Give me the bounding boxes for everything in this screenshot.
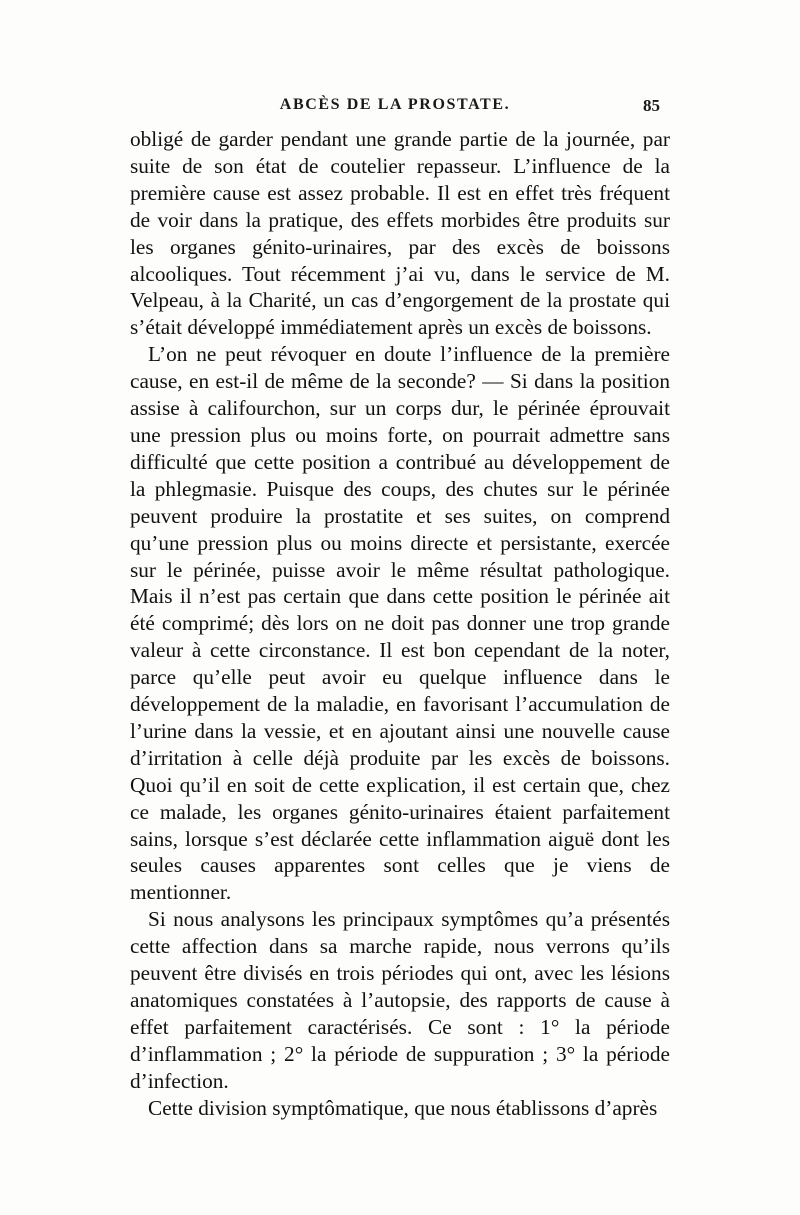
running-title: ABCÈS DE LA PROSTATE. — [279, 96, 511, 113]
paragraph-4: Cette division symptômatique, que nous établissons d’après — [148, 1095, 658, 1120]
paragraph-1: obligé de garder pendant une grande partie de la journée, par suite de son état de coutelier repasseur. L’influence de la première cause est assez probable. Il est en effet très fréquent de voir dans la pratique, des effets morbides être produits sur les organes génito-urinaires, par des excès de boissons alcooliques. Tout récemment j’ai vu, dans le service de M. Velpeau, à la Charité, un cas d’engorgement de la prostate qui s’était développé immédiatement après un excès de boissons. — [130, 127, 670, 340]
page-number: 85 — [643, 96, 660, 115]
page-header — [130, 96, 660, 120]
paragraph-3: Si nous analysons les principaux symptômes qu’a présentés cette affection dans sa marche rapide, nous verrons qu’ils peuvent être divisés en trois périodes qui ont, avec les lésions anatomiques constatées à l’autopsie, des rapports de cause à effet parfaitement caractérisés. Ce sont : 1° la période d’inflammation ; 2° la période de suppuration ; 3° la période d’infection. — [130, 907, 670, 1093]
body-text — [130, 126, 670, 1122]
paragraph-2: L’on ne peut révoquer en doute l’influence de la première cause, en est-il de même de la seconde? — Si dans la position assise à califourchon, sur un corps dur, le périnée éprouvait une pression plus ou moins forte, on pourrait admettre sans difficulté que cette position a contribué au développement de la phlegmasie. Puisque des coups, des chutes sur le périnée peuvent produire la prostatite et ses suites, on comprend qu’une pression plus ou moins directe et persistante, exercée sur le périnée, puisse avoir le même résultat pathologique. Mais il n’est pas certain que dans cette position le périnée ait été comprimé; dès lors on ne doit pas donner une trop grande valeur à cette circonstance. Il est bon cependant de la noter, parce qu’elle peut avoir eu quelque influence dans le développement de la maladie, en favorisant l’accumulation de l’urine dans la vessie, et en ajoutant ainsi une nouvelle cause d’irritation à celle déjà produite par les excès de boissons. Quoi qu’il en soit de cette explication, il est certain que, chez ce malade, les organes génito-urinaires étaient parfaitement sains, lorsque s’est déclarée cette inflammation aiguë dont les seules causes apparentes sont celles que je viens de mentionner. — [130, 342, 670, 905]
